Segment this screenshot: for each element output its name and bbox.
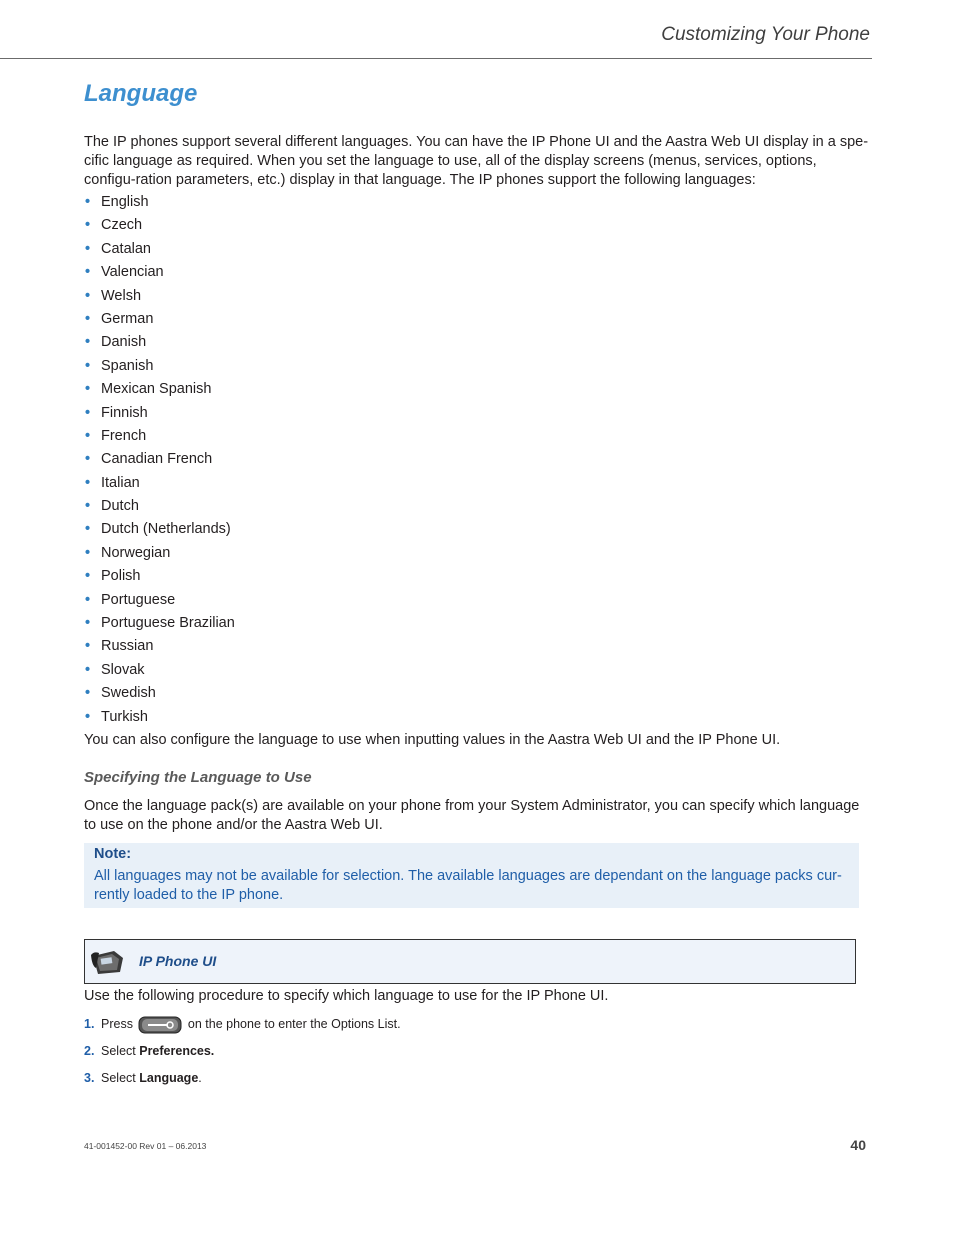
bullet-icon: • <box>85 194 91 210</box>
language-item <box>84 659 235 682</box>
bullet-icon: • <box>85 638 91 655</box>
note-text: All languages may not be available for selection. The available languages are dependant on the language packs cur-rently loaded to the IP phone. <box>94 868 842 903</box>
menu-preferences: Preferences. <box>139 1044 215 1058</box>
language-name: Italian <box>101 474 140 491</box>
language-name: Russian <box>101 638 154 655</box>
options-key-icon <box>138 1016 182 1034</box>
step-text: . <box>198 1071 202 1085</box>
bullet-icon: • <box>85 708 91 725</box>
subsection-paragraph: Once the language pack(s) are available on your phone from your System Administrator, you can specify which language to use on the phone and/or the Aastra Web UI. <box>84 798 860 833</box>
step-2 <box>84 1041 784 1061</box>
language-item <box>84 589 235 612</box>
bullet-icon: • <box>85 264 91 281</box>
bullet-icon: • <box>85 310 91 327</box>
section-title: Language <box>84 80 198 107</box>
bullet-icon: • <box>85 661 91 678</box>
language-item <box>84 635 235 658</box>
bullet-icon: • <box>85 381 91 398</box>
language-name: Dutch (Netherlands) <box>101 521 231 538</box>
bullet-icon: • <box>85 404 91 421</box>
language-name: Norwegian <box>101 544 171 561</box>
language-item <box>84 285 235 308</box>
note-label: Note: <box>94 846 132 862</box>
language-name: Portuguese <box>101 591 176 608</box>
language-name: German <box>101 310 154 327</box>
ip-phone-icon <box>90 948 126 976</box>
bullet-icon: • <box>85 498 91 515</box>
bullet-icon: • <box>85 521 91 538</box>
language-item <box>84 612 235 635</box>
bullet-icon: • <box>85 685 91 702</box>
language-list <box>84 191 235 729</box>
document-id: 41-001452-00 Rev 01 – 06.2013 <box>84 1141 207 1151</box>
bullet-icon: • <box>85 615 91 632</box>
language-name: Portuguese Brazilian <box>101 615 235 632</box>
language-name: Valencian <box>101 264 164 281</box>
language-name: French <box>101 427 147 444</box>
language-name: Danish <box>101 334 147 351</box>
intro-paragraph: The IP phones support several different languages. You can have the IP Phone UI and the Aastra Web UI display in a spe-cific language as required. When you set the language to use, all of the display screens (menus, services, options, configu-ration parameters, etc.) display in that language. The IP phones support the following languages: <box>84 134 869 188</box>
step-text: Select <box>101 1044 136 1058</box>
language-name: Polish <box>101 568 141 585</box>
language-item <box>84 402 235 425</box>
bullet-icon: • <box>85 357 91 374</box>
language-item <box>84 542 235 565</box>
language-item <box>84 331 235 354</box>
language-item <box>84 378 235 401</box>
language-name: Canadian French <box>101 451 213 468</box>
step-number: 2. <box>84 1044 95 1058</box>
language-item <box>84 706 235 729</box>
step-number: 3. <box>84 1071 95 1085</box>
bullet-icon: • <box>85 591 91 608</box>
note-box <box>84 843 859 908</box>
bullet-icon: • <box>85 240 91 257</box>
bullet-icon: • <box>85 427 91 444</box>
bullet-icon: • <box>85 568 91 585</box>
language-item <box>84 238 235 261</box>
language-name: Welsh <box>101 287 142 304</box>
step-3 <box>84 1068 784 1088</box>
bullet-icon: • <box>85 334 91 351</box>
language-item <box>84 495 235 518</box>
ip-phone-ui-label: IP Phone UI <box>139 953 217 969</box>
step-number: 1. <box>84 1017 95 1031</box>
language-name: Czech <box>101 217 143 234</box>
page-number: 40 <box>850 1137 866 1153</box>
subsection-title: Specifying the Language to Use <box>84 769 312 786</box>
menu-language: Language <box>139 1071 199 1085</box>
language-name: Mexican Spanish <box>101 381 212 398</box>
step-text: on the phone to enter the Options List. <box>187 1017 401 1031</box>
language-item <box>84 261 235 284</box>
bullet-icon: • <box>85 451 91 468</box>
language-name: English <box>101 194 149 210</box>
language-name: Catalan <box>101 240 151 257</box>
after-list-paragraph: You can also configure the language to use when inputting values in the Aastra Web UI and the IP Phone UI. <box>84 732 781 748</box>
language-item <box>84 308 235 331</box>
language-name: Turkish <box>101 708 148 725</box>
language-item <box>84 355 235 378</box>
language-item <box>84 682 235 705</box>
ip-phone-ui-banner <box>84 939 856 984</box>
language-item <box>84 448 235 471</box>
step-1 <box>84 1014 784 1034</box>
header-divider <box>0 58 872 59</box>
language-item <box>84 565 235 588</box>
language-name: Dutch <box>101 498 139 515</box>
step-text: Select <box>101 1071 136 1085</box>
bullet-icon: • <box>85 544 91 561</box>
language-name: Swedish <box>101 685 156 702</box>
language-item <box>84 425 235 448</box>
step-text: Press <box>101 1017 133 1031</box>
language-name: Spanish <box>101 357 154 374</box>
bullet-icon: • <box>85 474 91 491</box>
language-name: Finnish <box>101 404 148 421</box>
bullet-icon: • <box>85 287 91 304</box>
language-item <box>84 214 235 237</box>
procedure-intro: Use the following procedure to specify which language to use for the IP Phone UI. <box>84 988 609 1004</box>
language-item <box>84 472 235 495</box>
running-header: Customizing Your Phone <box>661 24 870 45</box>
language-item <box>84 191 235 214</box>
bullet-icon: • <box>85 217 91 234</box>
language-name: Slovak <box>101 661 145 678</box>
language-item <box>84 518 235 541</box>
